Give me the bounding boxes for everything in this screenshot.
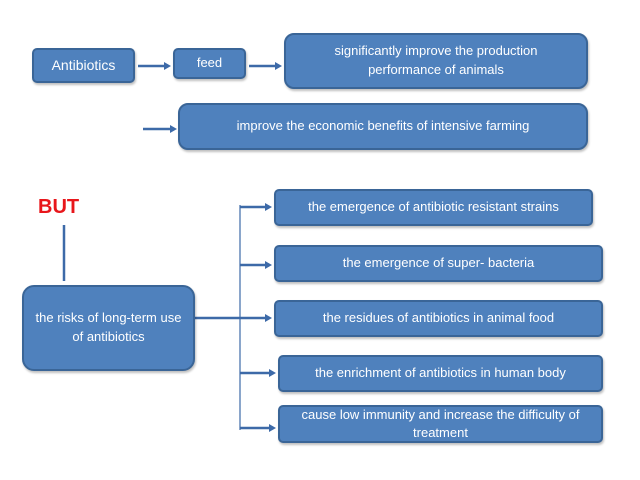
- risk-node: the emergence of antibiotic resistant strains: [274, 189, 593, 226]
- risk-node: the residues of antibiotics in animal food: [274, 300, 603, 337]
- feed-node: feed: [173, 48, 246, 79]
- economic-node: improve the economic benefits of intensive farming: [178, 103, 588, 150]
- risk-node: the enrichment of antibiotics in human body: [278, 355, 603, 392]
- risk-node: the emergence of super- bacteria: [274, 245, 603, 282]
- but-label: BUT: [38, 196, 80, 218]
- production-node: significantly improve the production performance of animals: [284, 33, 588, 89]
- risk-source-node: the risks of long-term use of antibiotics: [22, 285, 195, 371]
- risk-node: cause low immunity and increase the difficulty of treatment: [278, 405, 603, 443]
- antibiotics-node: Antibiotics: [32, 48, 135, 83]
